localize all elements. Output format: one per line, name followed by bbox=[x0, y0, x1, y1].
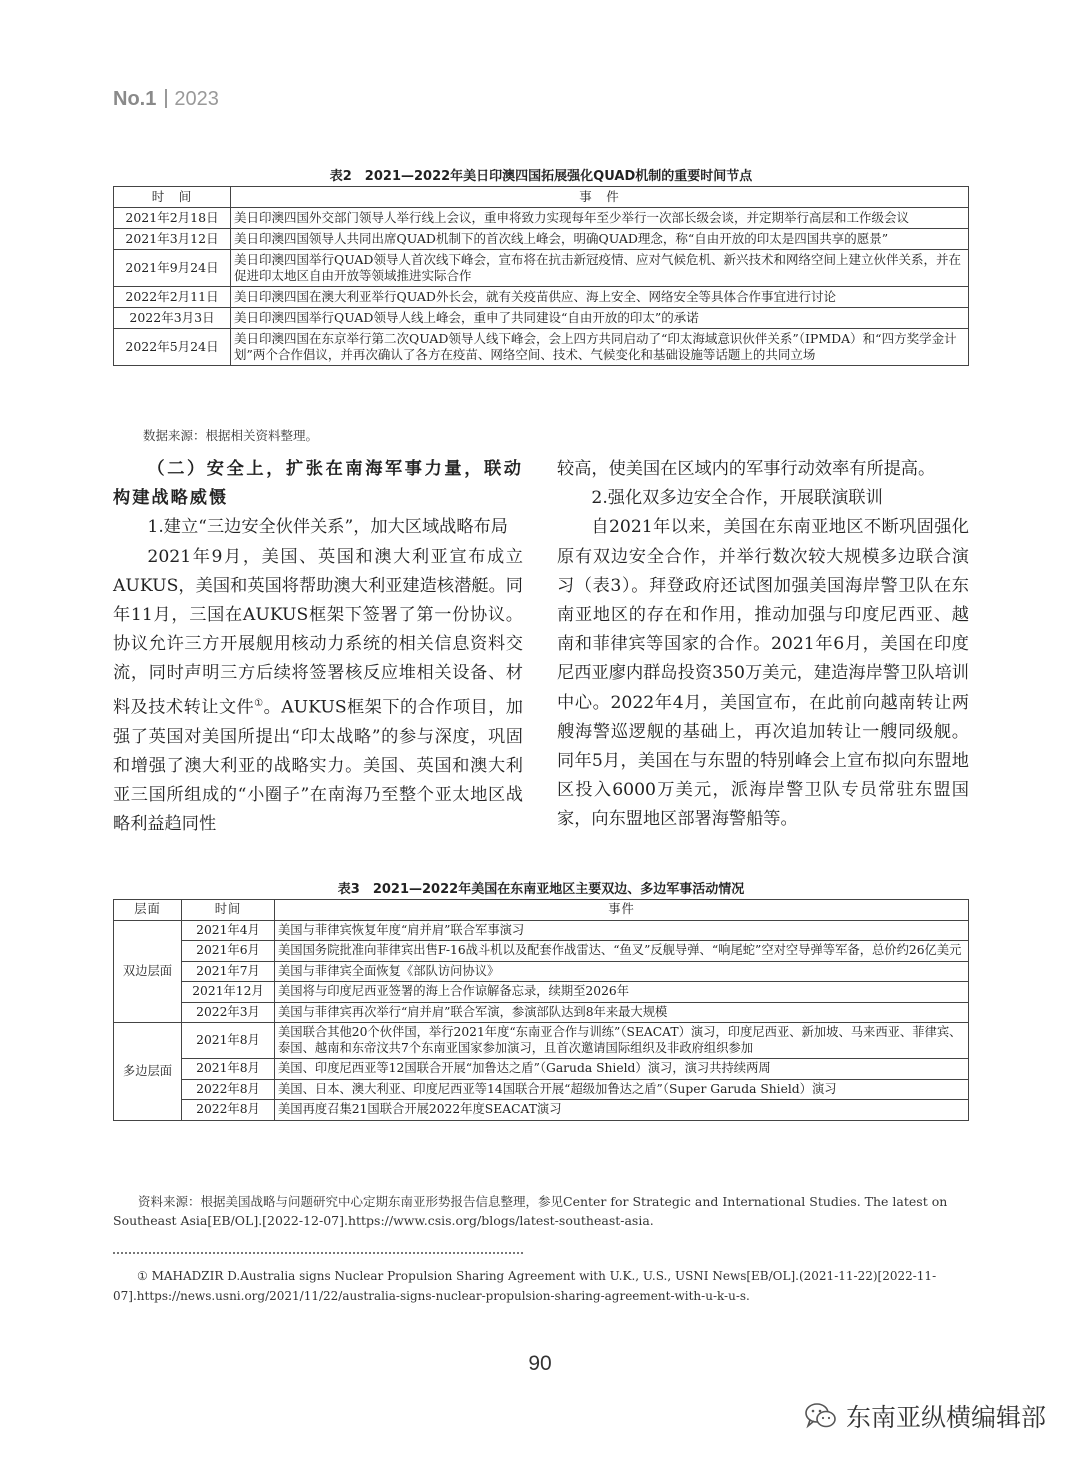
table3-event: 美国与菲律宾恢复年度“肩并肩”联合军事演习 bbox=[275, 920, 969, 941]
table3-date: 2021年4月 bbox=[182, 920, 275, 941]
table2-event: 美日印澳四国领导人共同出席QUAD机制下的首次线上峰会，明确QUAD理念，称“自由开放的印太是四国共享的愿景” bbox=[231, 229, 969, 250]
table3-event: 美国、印度尼西亚等12国联合开展“加鲁达之盾”（Garuda Shield）演习，演习共持续两周 bbox=[275, 1059, 969, 1080]
table2-date: 2022年2月11日 bbox=[114, 287, 231, 308]
table2-event: 美日印澳四国举行QUAD领导人首次线下峰会，宣布将在抗击新冠疫情、应对气候危机、新兴技术和网络空间上建立伙伴关系，并在促进印太地区自由开放等领域推进实际合作 bbox=[231, 250, 969, 287]
table-row bbox=[114, 1023, 969, 1059]
table3-event: 美国联合其他20个伙伴国，举行2021年度“东南亚合作与训练”（SEACAT）演习，印度尼西亚、新加坡、马来西亚、菲律宾、泰国、越南和东帝汶共7个东南亚国家参加演习，且首次邀请国际组织及非政府组织参加 bbox=[275, 1023, 969, 1059]
table3-caption: 表3 2021—2022年美国在东南亚地区主要双边、多边军事活动情况 bbox=[337, 882, 745, 897]
table2-date: 2021年9月24日 bbox=[114, 250, 231, 287]
table3-event: 美国、日本、澳大利亚、印度尼西亚等14国联合开展“超级加鲁达之盾”（Super Garuda Shield）演习 bbox=[275, 1079, 969, 1100]
table3-date: 2021年8月 bbox=[182, 1023, 275, 1059]
table2-date: 2021年2月18日 bbox=[114, 208, 231, 229]
table3-date: 2022年3月 bbox=[182, 1002, 275, 1023]
table-row bbox=[114, 920, 969, 941]
table-row bbox=[114, 961, 969, 982]
table-row bbox=[114, 941, 969, 962]
watermark bbox=[804, 1398, 1046, 1434]
table3-col-level: 层面 bbox=[114, 900, 182, 921]
table3-event: 美国将与印度尼西亚签署的海上合作谅解备忘录，续期至2026年 bbox=[275, 982, 969, 1003]
table3-date: 2021年7月 bbox=[182, 961, 275, 982]
footnote: ① MAHADZIR D.Australia signs Nuclear Propulsion Sharing Agreement with U.K., U.S., USNI News[EB/OL].(2021-11-22)[2022-11-07].https://news.usni.org/2021/11/22/australia-signs-nuclear-propulsion-sharing-agreement-with-u-k-u-s. bbox=[113, 1269, 937, 1303]
table3-event: 美国与菲律宾全面恢复《部队访问协议》 bbox=[275, 961, 969, 982]
paragraph-aukus-b: 。AUKUS框架下的合作项目，加强了英国对美国所提出“印太战略”的参与深度，巩固和增强了澳大利亚的战略实力。美国、英国和澳大利亚三国所组成的“小圈子”在南海乃至整个亚太地区战略利益趋同性 bbox=[113, 697, 523, 835]
issue-year: 2023 bbox=[174, 88, 219, 110]
table3-level-multilateral: 多边层面 bbox=[114, 1023, 182, 1121]
table3-col-event: 事件 bbox=[275, 900, 969, 921]
subheading-1: 1.建立“三边安全伙伴关系”，加大区域战略布局 bbox=[147, 517, 508, 538]
table3-event: 美国国务院批准向菲律宾出售F-16战斗机以及配套作战雷达、“鱼叉”反舰导弹、“响尾蛇”空对空导弹等军备，总价约26亿美元 bbox=[275, 941, 969, 962]
table2-event: 美日印澳四国在东京举行第二次QUAD领导人线下峰会，会上四方共同启动了“印太海域意识伙伴关系”（IPMDA）和“四方奖学金计划”两个合作倡议，并再次确认了各方在疫苗、网络空间、技术、气候变化和基础设施等话题上的共同立场 bbox=[231, 329, 969, 366]
table3-source: 资料来源：根据美国战略与问题研究中心定期东南亚形势报告信息整理，参见Center for Strategic and International Studies. The latest on Southeast Asia[EB/OL].[2022-12-07].https://www.csis.org/blogs/latest-southeast-asia. bbox=[113, 1194, 948, 1228]
table-row bbox=[114, 1079, 969, 1100]
table3 bbox=[113, 899, 969, 1121]
table-row bbox=[114, 1002, 969, 1023]
table2-event: 美日印澳四国在澳大利亚举行QUAD外长会，就有关疫苗供应、海上安全、网络安全等具体合作事宜进行讨论 bbox=[231, 287, 969, 308]
table-row bbox=[114, 250, 969, 287]
table2-header-row bbox=[114, 187, 969, 208]
wechat-icon bbox=[804, 1401, 838, 1431]
table-row bbox=[114, 329, 969, 366]
issue-header bbox=[113, 88, 219, 111]
table2-caption: 表2 2021—2022年美日印澳四国拓展强化QUAD机制的重要时间节点 bbox=[329, 169, 753, 184]
table-row bbox=[114, 1100, 969, 1121]
paragraph-aukus-a: 2021年9月，美国、英国和澳大利亚宣布成立AUKUS，美国和英国将帮助澳大利亚建造核潜艇。同年11月，三国在AUKUS框架下签署了第一份协议。协议允许三方开展舰用核动力系统的相关信息资料交流，同时声明三方后续将签署核反应堆相关设备、材料及技术转让文件 bbox=[113, 546, 523, 718]
right-column bbox=[557, 455, 969, 835]
table3-event: 美国再度召集21国联合开展2022年度SEACAT演习 bbox=[275, 1100, 969, 1121]
table3-date: 2022年8月 bbox=[182, 1100, 275, 1121]
table-row bbox=[114, 308, 969, 329]
table3-date: 2021年6月 bbox=[182, 941, 275, 962]
table2-date: 2021年3月12日 bbox=[114, 229, 231, 250]
table2-event: 美日印澳四国外交部门领导人举行线上会议，重申将致力实现每年至少举行一次部长级会谈，并定期举行高层和工作级会议 bbox=[231, 208, 969, 229]
footnote-divider bbox=[113, 1252, 523, 1254]
table-row bbox=[114, 229, 969, 250]
table-row bbox=[114, 208, 969, 229]
paragraph-aukus bbox=[113, 543, 523, 840]
table3-level-bilateral: 双边层面 bbox=[114, 920, 182, 1023]
subheading-2: 2.强化双多边安全合作，开展联演联训 bbox=[591, 488, 883, 509]
table3-date: 2021年8月 bbox=[182, 1059, 275, 1080]
watermark-text: 东南亚纵横编辑部 bbox=[845, 1403, 1046, 1432]
table3-date: 2022年8月 bbox=[182, 1079, 275, 1100]
table2-event: 美日印澳四国举行QUAD领导人线上峰会，重申了共同建设“自由开放的印太”的承诺 bbox=[231, 308, 969, 329]
table2-source: 数据来源：根据相关资料整理。 bbox=[143, 428, 319, 443]
table2-date: 2022年3月3日 bbox=[114, 308, 231, 329]
paragraph-continuation: 较高，使美国在区域内的军事行动效率有所提高。 bbox=[557, 459, 936, 479]
table3-header-row bbox=[114, 900, 969, 921]
left-column bbox=[113, 455, 523, 839]
table2 bbox=[113, 186, 969, 366]
table-row bbox=[114, 1059, 969, 1080]
table2-col-event: 事 件 bbox=[231, 187, 969, 208]
footnote-ref[interactable]: ① bbox=[254, 697, 264, 709]
table-row bbox=[114, 982, 969, 1003]
table-row bbox=[114, 287, 969, 308]
section-heading: （二）安全上，扩张在南海军事力量，联动构建战略威慑 bbox=[113, 459, 523, 509]
table2-date: 2022年5月24日 bbox=[114, 329, 231, 366]
paragraph-cooperation: 自2021年以来，美国在东南亚地区不断巩固强化原有双边安全合作，并举行数次较大规模多边联合演习（表3）。拜登政府还试图加强美国海岸警卫队在东南亚地区的存在和作用，推动加强与印度尼西亚、越南和菲律宾等国家的合作。2021年6月，美国在印度尼西亚廖内群岛投资350万美元，建造海岸警卫队培训中心。2022年4月，美国宣布，在此前向越南转让两艘海警巡逻舰的基础上，再次追加转让一艘同级舰。同年5月，美国在与东盟的特别峰会上宣布拟向东盟地区投入6000万美元，派海岸警卫队专员常驻东盟国家，向东盟地区部署海警船等。 bbox=[557, 517, 969, 830]
header-divider bbox=[165, 89, 167, 108]
issue-number: No.1 bbox=[113, 88, 157, 110]
table2-col-time: 时 间 bbox=[114, 187, 231, 208]
page-number: 90 bbox=[528, 1352, 552, 1375]
table3-event: 美国与菲律宾再次举行“肩并肩”联合军演，参演部队达到8年来最大规模 bbox=[275, 1002, 969, 1023]
table3-date: 2021年12月 bbox=[182, 982, 275, 1003]
table3-col-time: 时间 bbox=[182, 900, 275, 921]
